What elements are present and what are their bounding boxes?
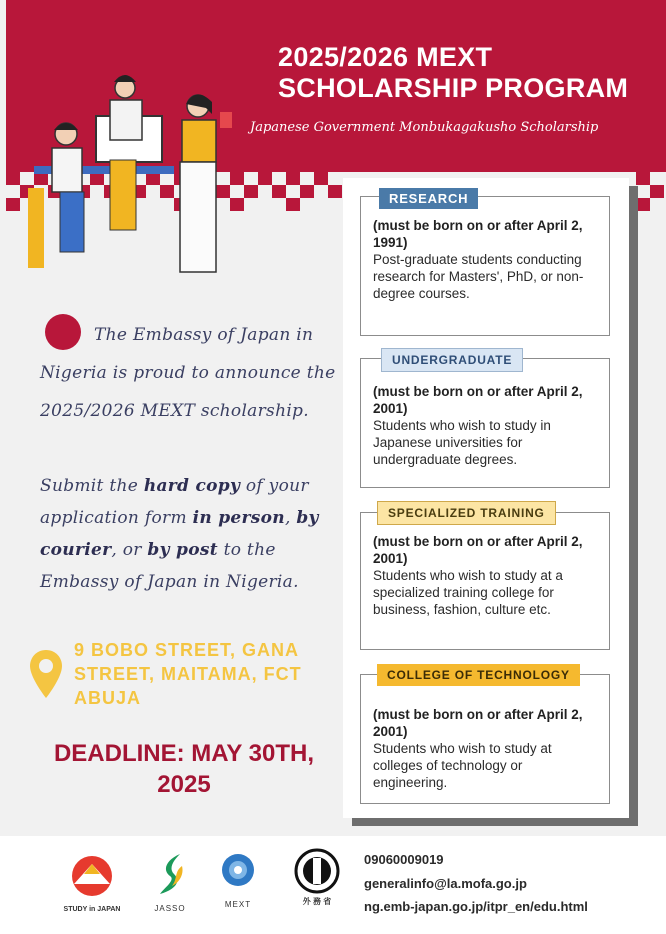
poster-title	[278, 42, 658, 104]
mofa-label: 外 務 省	[302, 897, 332, 906]
jasso-logo	[156, 852, 186, 896]
contact-website[interactable]: ng.emb-japan.go.jp/itpr_en/edu.html	[364, 899, 588, 914]
embassy-address: 9 BOBO STREET, GANA STREET, MAITAMA, FCT ABUJA	[74, 640, 302, 708]
undergraduate-description: Students who wish to study in Japanese universities for undergraduate degrees.	[373, 418, 551, 467]
specialized-training-requirement: (must be born on or after April 2, 2001)	[373, 534, 583, 566]
emphasis-in-person: in person	[192, 508, 285, 528]
announcement-text: The Embassy of Japan in Nigeria is proud to announce the 2025/2026 MEXT scholarship.	[40, 325, 336, 421]
title-line-2: SCHOLARSHIP PROGRAM	[278, 73, 629, 103]
contact-email[interactable]: generalinfo@la.mofa.go.jp	[364, 876, 527, 891]
emphasis-by-post: by post	[147, 540, 218, 560]
undergraduate-card	[360, 358, 610, 488]
study-in-japan-label: STUDY in JAPAN	[63, 906, 121, 913]
specialized-training-description: Students who wish to study at a specialized training college for business, fashion, culture etc.	[373, 568, 563, 617]
specialized-training-tag: SPECIALIZED TRAINING	[377, 501, 556, 525]
research-card	[360, 196, 610, 336]
specialized-training-card	[360, 512, 610, 650]
research-description: Post-graduate students conducting research for Masters', PhD, or non-degree courses.	[373, 252, 584, 301]
emphasis-hard-copy: hard copy	[143, 476, 241, 496]
undergraduate-requirement: (must be born on or after April 2, 2001)	[373, 384, 583, 416]
college-of-technology-requirement: (must be born on or after April 2, 2001)	[373, 707, 583, 739]
title-line-1: 2025/2026 MEXT	[278, 42, 493, 72]
mofa-logo	[294, 848, 340, 894]
research-requirement: (must be born on or after April 2, 1991)	[373, 218, 583, 250]
study-in-japan-logo	[62, 850, 122, 898]
deadline-text: DEADLINE: MAY 30TH, 2025	[53, 740, 315, 798]
college-of-technology-card	[360, 674, 610, 804]
undergraduate-tag: UNDERGRADUATE	[381, 348, 523, 372]
emphasis-by-courier: by courier	[40, 508, 319, 560]
poster-subtitle: Japanese Government Monbukagakusho Scholarship	[250, 120, 599, 135]
college-of-technology-tag: COLLEGE OF TECHNOLOGY	[377, 664, 580, 686]
mext-logo	[220, 850, 256, 894]
college-of-technology-description: Students who wish to study at colleges of technology or engineering.	[373, 741, 552, 790]
footer	[0, 836, 666, 934]
jasso-label: JASSO	[154, 904, 186, 913]
location-pin-icon	[28, 648, 64, 702]
contact-phone[interactable]: 09060009019	[364, 852, 444, 867]
students-illustration	[20, 68, 250, 298]
research-tag: RESEARCH	[379, 188, 478, 209]
submission-instructions: Submit the hard copy of your application form in person, by courier, or by post to the Embassy of Japan in Nigeria.	[40, 476, 319, 592]
mext-label: MEXT	[224, 900, 252, 909]
